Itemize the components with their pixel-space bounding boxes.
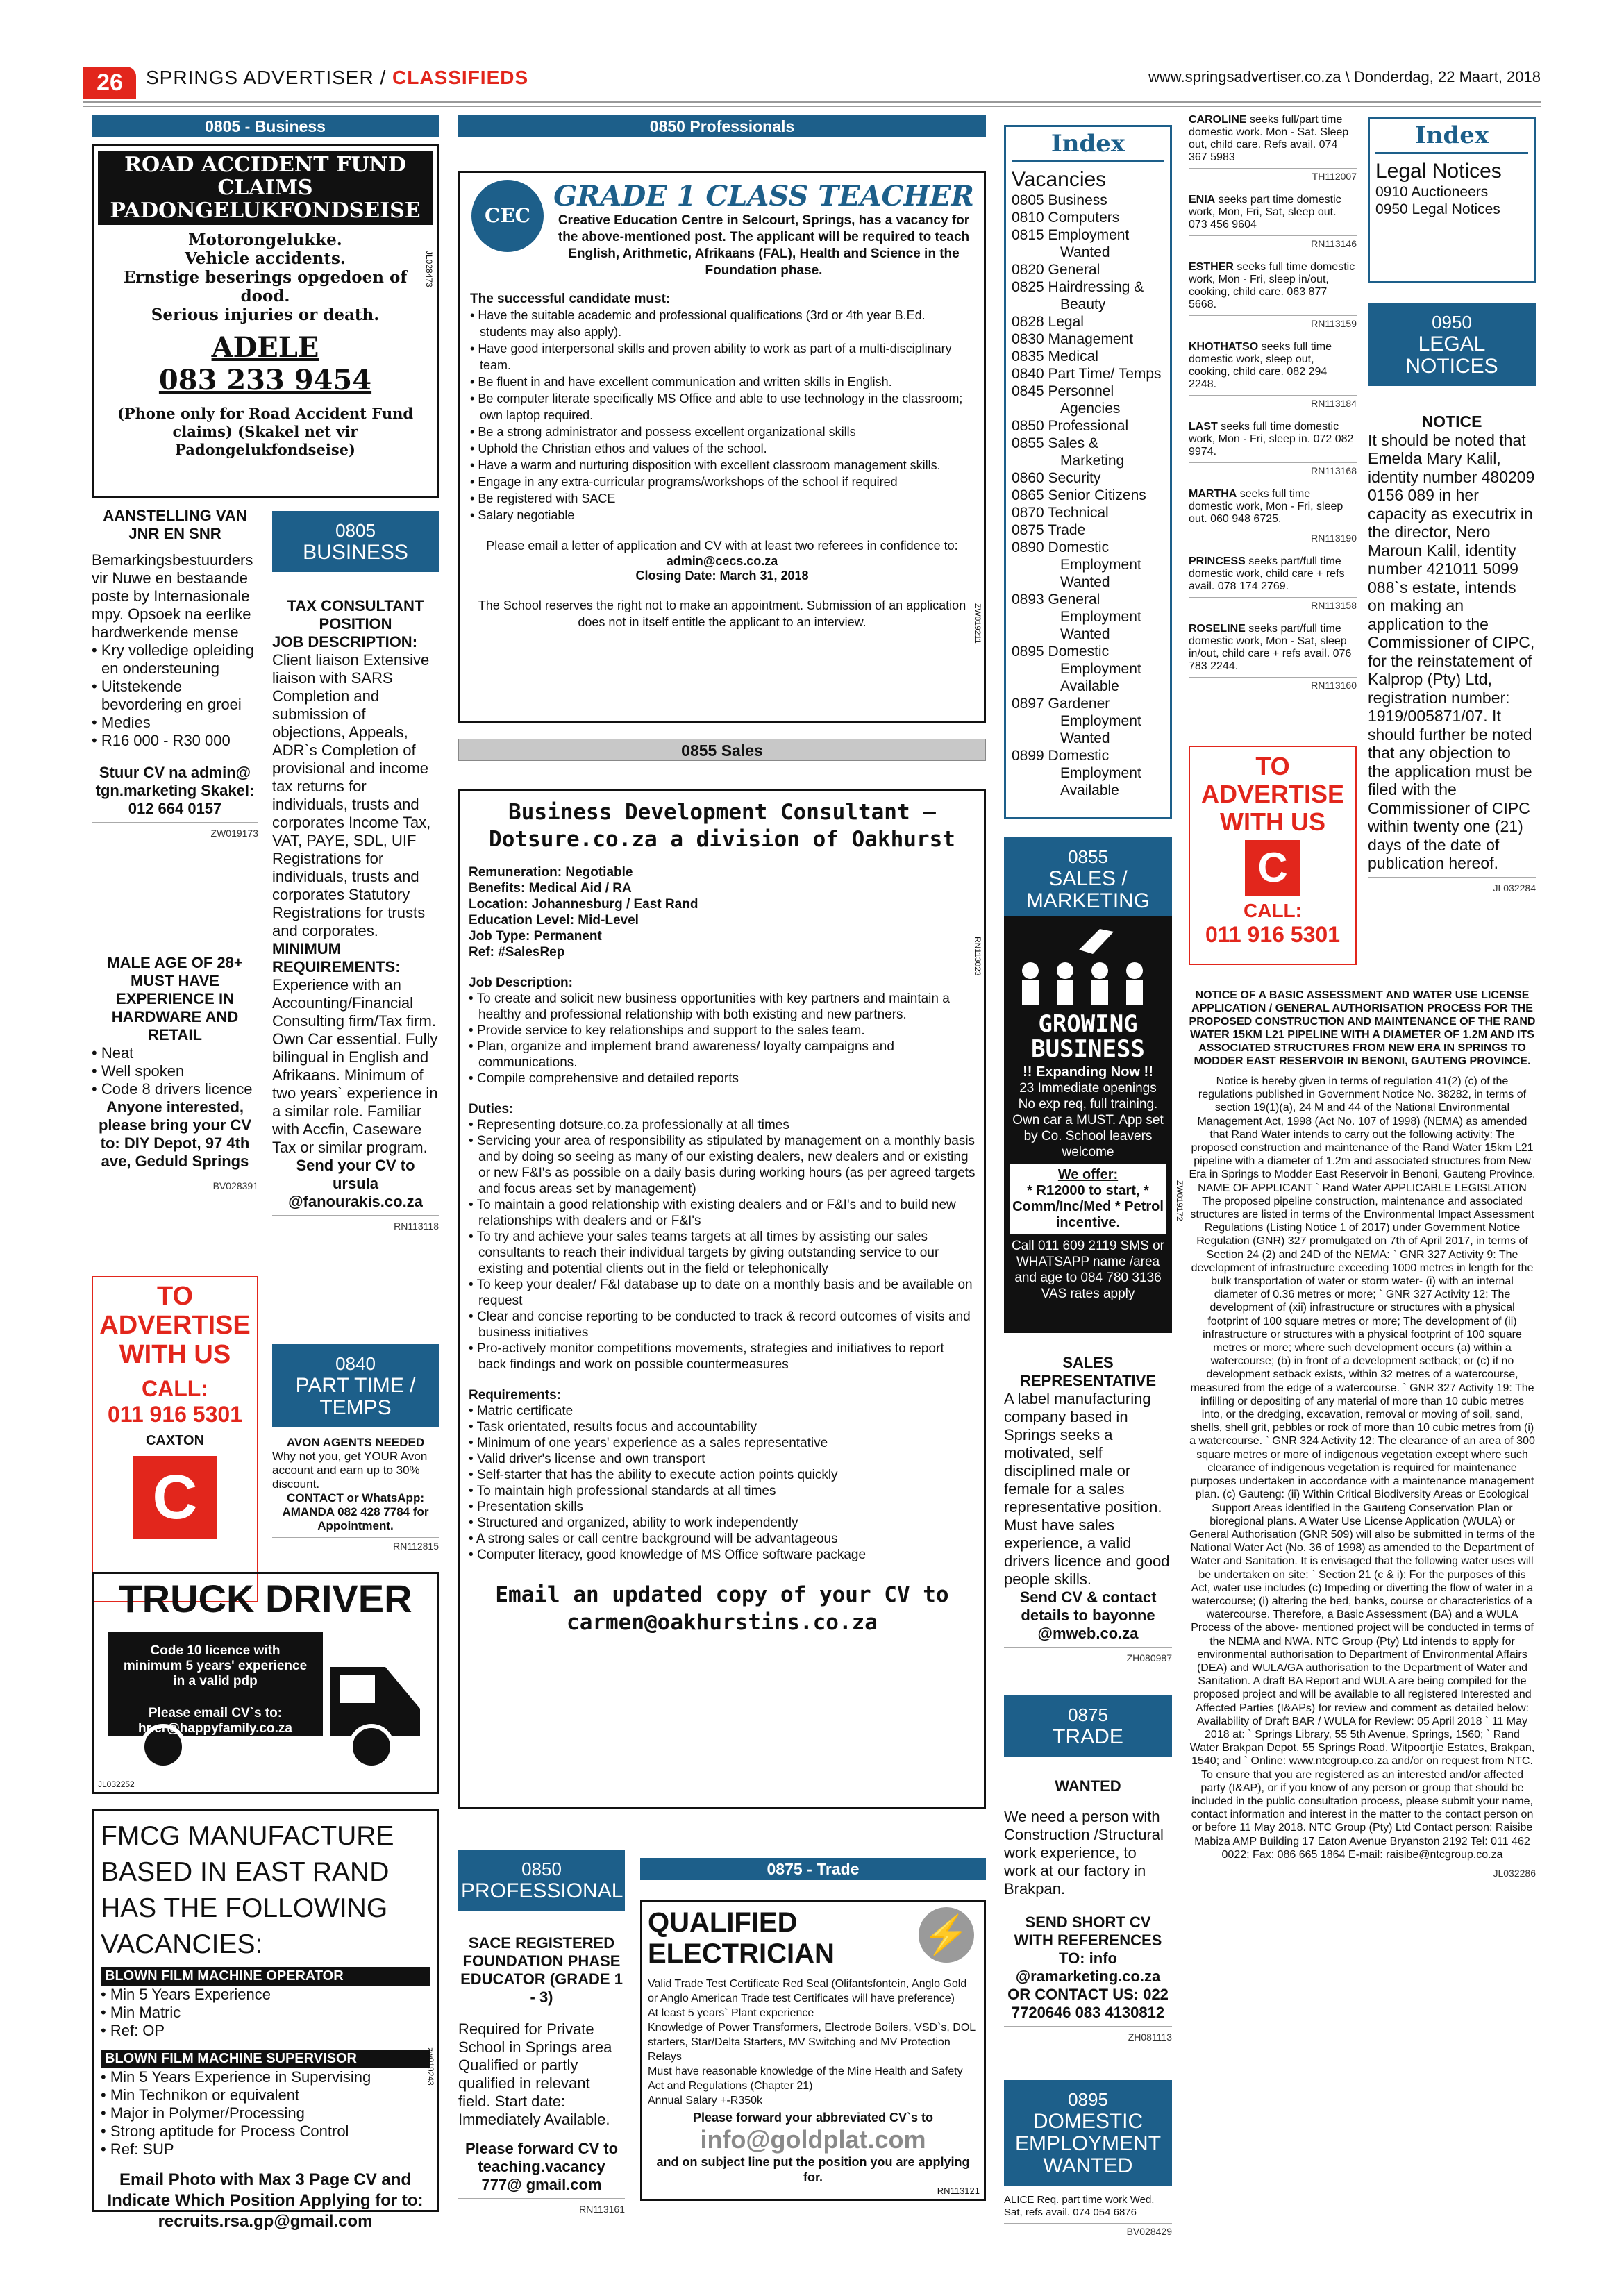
bullet: At least 5 years` Plant experience — [648, 2007, 814, 2019]
bullet: Annual Salary +-R350k — [648, 2095, 762, 2106]
bullet: • Servicing your area of responsibility as stipulated by management on a monthly basis and by doing so seeing as many of our existing dealers, new dealers and or existing or new F&I's as possible on a daily basis during working hours (as per agreed targets and focus areas set by management) — [469, 1133, 976, 1197]
ref-code: JL032252 — [98, 1779, 135, 1789]
category-0850 — [458, 1850, 625, 1911]
ad-contact: Send CV & contact details to bayonne @mweb.co.za — [1019, 1589, 1157, 1642]
listing-text: seeks part time domestic work, Mon, Fri, Sat, sleep out. 073 456 9604 — [1189, 194, 1341, 231]
bullet: • Have good interpersonal skills and proven ability to work as part of a multi-disciplinary team. — [470, 340, 974, 374]
bullet: • To try and achieve your sales teams targets at all times by assisting our sales consultants to reach their individual targets by giving outstanding service to our existing and potential clients out in the field or telephonically — [469, 1229, 976, 1277]
ad-bullets — [92, 1044, 258, 1098]
index-item: Employment — [1060, 609, 1141, 625]
tax-consultant-ad — [272, 597, 439, 1235]
bullet: • Be fluent in and have excellent communication and written skills in English. — [470, 374, 974, 390]
desc-list — [469, 991, 976, 1087]
index-item: 0845 Personnel — [1012, 383, 1114, 399]
section-bar-business: 0805 - Business — [92, 115, 439, 137]
bullet: • Matric certificate — [469, 1403, 976, 1419]
offer-heading: We offer: — [1057, 1167, 1119, 1182]
notice-body: Notice is hereby given in terms of regulation 41(2) (c) of the regulations published in Government Notice No. 38282, in terms of section 19(1)(a), 24 M and 44 of the National Environmental Management Act, 1998 (Act No. 107 of 1998) (NEMA) as amended that Rand Water intends to carry out the following activity: The proposed construction and maintenance of the Rand Water 15km L21 pipeline with a diameter of 1.2m and associated structures from New Era in Springs to Modder East Reservoir in Benoni, Gauteng Province. NAME OF APPLICANT ` Rand Water APPLICABLE LEGISLATION The proposed pipeline construction, maintenance and associated structures are listed in terms of the Environmental Impact Assessment Regulations (Listing Notice 1 of 2017) under Government Notice Regulation (GNR) 327 promulgated on 7th of April 2017, in terms of Section 24 (2) and 24D of the NEMA: ` GNR 327 Activity 9: The development of infrastructure exceeding 1000 metres in length for the bulk transportation of water or storm water- (i) with an internal diameter of 0.36 metres or more; ` GNR 327 Activity 12: The development of (xii) infrastructure or structures with a physical footprint of 100 square metres or more; The development of (ii) infrastructure or structures with a physical footprint of 100 square metres or more; where such development occurs (a) within a watercourse; (b) in front of a development setback; or (c) if no development setback exists, within 32 metres of a watercourse, measured from the edge of a watercourse. ` GNR 327 Activity 19: The infilling or depositing of any material of more than 10 cubic metres into, or the dredging, excavation, removal or moving of soil, sand, shells, shell grit, pebbles or rock of more than 10 cubic metres from (i) a watercourse. ` GNR 324 Activity 12: The clearance of an area of 300 square metres or more of indigenous vegetation except where such clearance of indigenous vegetation is required for maintenance purposes undertaken in accordance with a maintenance management plan. (c) Gauteng: (ii) Within Critical Biodiversity Areas or Ecological Support Areas identified in the Gauteng Conservation Plan or bioregional plans. A Water Use License Application (WULA) or General Authorisation (GNR 509) will also be submitted in terms of the National Water Act (No. 36 of 1998) as amended to the Department of Water and Sanitation. It is envisaged that the following water uses will be undertaken on site: ` Section 21 (c & i): For the purposes of this Act, water use includes (c) Impeding or diverting the flow of water in a watercourse; (i) altering the bed, banks, course or characteristics of a watercourse. Therefore, a Basic Assessment (BA) and a WULA Process of the above- mentioned project will be conducted in terms of the NEMA and NWA. NTC Group (Pty) Ltd intends to apply for environmental authorisation to Department of Environmental Affairs (DEA) and WULA/GA authorisation to the Department of Water and Sanitation. A draft BA Report and WULA are being compiled for the proposed project and will be available to all registered Interested and Affected Parties (I&APs) for review and comment as detailed below: Availability of Draft BAR / WULA for Review: 05 April 2018 ` 11 May 2018 at: ` Springs Library, 55 5th Avenue, Springs, 1560; ` Rand Water Brakpan Depot, 55 Springs Road, Witpoortjie Estates, Brakpan, 1540; and ` Online: www.ntcgroup.co.za and/or on request from NTC. To ensure that you are registered as an interested and/or affected party (I&AP), or if you know of any person or group that should be included in the public consultation process, please submit your name, contact information and interest in the matter to the contact person on or before 11 May 2018. NTC Group (Pty) Ltd Contact person: Raisibe Mabiza AMP Building 17 Eaton Avenue Bryanston 2192 Tel: 011 462 0022; Fax: 086 665 1864 E-mail: raisibe@ntcgroup.co.za — [1189, 1075, 1536, 1861]
subject-text: and on subject line put the position you are applying for. — [656, 2155, 970, 2184]
requirements-heading: Requirements: — [469, 1388, 562, 1402]
bullet: • Well spoken — [92, 1062, 258, 1080]
ad-contact: Please forward CV to teaching.vacancy 777@ gmail.com — [464, 2140, 619, 2193]
bullet: • Minimum of one years' experience as a sales representative — [469, 1435, 976, 1451]
notice-title: NOTICE OF A BASIC ASSESSMENT AND WATER USE LICENSE APPLICATION / GENERAL AUTHORISATION PROCESS FOR THE PROPOSED CONSTRUCTION AND MAINTENANCE OF THE RAND WATER 15KM L21 PIPELINE WITH A DIAMETER OF 1.2M AND ITS ASSOCIATED STRUCTURES FROM NEW ERA IN SPRINGS TO MODDER EAST RESERVOIR IN BENONI, GAUTENG PROVINCE. — [1189, 989, 1536, 1067]
listing-name: MARTHA — [1189, 488, 1237, 500]
bullet: • A strong sales or call centre background will be advantageous — [469, 1531, 976, 1547]
apply-email: admin@cecs.co.za — [666, 554, 778, 568]
people-group-icon — [1010, 922, 1166, 1008]
index-item: 0895 Domestic — [1012, 644, 1110, 660]
aanstelling-ad — [92, 507, 258, 842]
ad-bullets — [92, 642, 258, 750]
bullet: • Neat — [92, 1044, 258, 1062]
category-number: 0840 — [335, 1353, 376, 1374]
domestic-listing — [1189, 194, 1357, 250]
domestic-listing — [1189, 341, 1357, 410]
line: Vehicle accidents. — [185, 249, 346, 268]
expanding-text: !! Expanding Now !! — [1023, 1064, 1153, 1080]
category-0895 — [1004, 2080, 1172, 2186]
ref-code: BV028391 — [92, 1175, 258, 1195]
index-item: 0805 Business — [1012, 192, 1107, 208]
category-number: 0855 — [1068, 846, 1108, 867]
male-ad — [92, 954, 258, 1195]
index-item: 0815 Employment — [1012, 227, 1130, 243]
promo-phone: 011 916 5301 — [1205, 922, 1340, 947]
index-heading: Legal Notices — [1375, 160, 1502, 183]
index-list — [1375, 183, 1528, 218]
index-item: Agencies — [1060, 401, 1121, 417]
bullet: • Task orientated, results focus and accountability — [469, 1419, 976, 1435]
wanted-ad — [1004, 1777, 1172, 2046]
category-number: 0895 — [1068, 2089, 1108, 2110]
ad-title: SALES REPRESENTATIVE — [1020, 1354, 1156, 1389]
bullet: • Clear and concise reporting to be conducted to track & record outcomes of visits and business initiatives — [469, 1309, 976, 1341]
meta-line: Location: Johannesburg / East Rand — [469, 897, 698, 912]
index-item: 0910 Auctioneers — [1375, 184, 1489, 200]
offer-items: * R12000 to start, * Comm/Inc/Med * Petrol incentive. — [1012, 1183, 1164, 1230]
bullet: • Uphold the Christian ethos and values of the school. — [470, 440, 974, 457]
road-accident-title: ROAD ACCIDENT FUND CLAIMS PADONGELUKFONDSEISE — [98, 151, 433, 225]
alice-ad — [1004, 2194, 1172, 2238]
desc-body: Client liaison Extensive liaison with SARS Completion and submission of objections, Appeals, ADR`s Completion of provisional and income tax returns for individuals, trusts and corporates Income Tax, VAT, PAYE, SDL, UIF Registrations for individuals, trusts and corporates Statutory Registrations for trusts and corporates. — [272, 651, 431, 939]
bullet: • To maintain a good relationship with existing dealers and or F&I's and to build new relationships with dealers and or F&I's — [469, 1197, 976, 1229]
ad-body: Bemarkingsbestuurders vir Nuwe en bestaande poste by Internasionale mpy. Opsoek na eerlike hardwerkende mense — [92, 551, 253, 641]
ref-code: JL032284 — [1368, 877, 1536, 898]
listing-name: PRINCESS — [1189, 555, 1246, 567]
caxton-logo-icon: C — [1245, 840, 1300, 896]
fmcg-ad — [92, 1809, 439, 2231]
bullet: • Structured and organized, ability to work independently — [469, 1515, 976, 1531]
requirements-list — [470, 307, 974, 523]
ad-contact: Call 011 609 2119 SMS or WHATSAPP name /area and age to 084 780 3136 VAS rates apply — [1011, 1239, 1165, 1301]
bullet: • Min Matric — [101, 2004, 430, 2022]
category-name: DOMESTIC EMPLOYMENT WANTED — [1014, 2110, 1162, 2177]
bullet: • Engage in any extra-curricular programs/workshops of the school if required — [470, 474, 974, 490]
bullet: • Min Technikon or equivalent — [101, 2086, 430, 2104]
advertise-promo-right — [1189, 746, 1357, 965]
masthead — [146, 67, 528, 89]
ad-title: AVON AGENTS NEEDED — [286, 1436, 425, 1449]
grade1-teacher-ad — [458, 171, 986, 723]
index-item: 0835 Medical — [1012, 349, 1098, 364]
section-bar-professionals: 0850 Professionals — [458, 115, 986, 137]
truck-driver-ad — [92, 1572, 439, 1794]
caxton-brand: CAXTON — [145, 1433, 205, 1448]
position-2-list — [101, 2068, 430, 2159]
index-item: 0855 Sales & — [1012, 435, 1098, 451]
contact-phone: 083 233 9454 — [158, 364, 372, 396]
bullet: • Ref: SUP — [101, 2140, 430, 2159]
ad-contact: SEND SHORT CV WITH REFERENCES TO: info @ramarketing.co.za OR CONTACT US: 022 7720646 083 4130812 — [1007, 1913, 1169, 2021]
truck-requirements: Code 10 licence with minimum 5 years' experience in a valid pdp — [123, 1643, 308, 1689]
domestic-listing — [1189, 488, 1357, 544]
ref-code: BV028429 — [1004, 2223, 1172, 2238]
category-number: 0850 — [521, 1859, 562, 1879]
ad-body: Why not you, get YOUR Avon account and earn up to 30% discount. — [272, 1450, 428, 1491]
domestic-listing — [1189, 623, 1357, 692]
bullet: • Plan, organize and implement brand awareness/ loyalty campaigns and communications. — [469, 1039, 976, 1071]
index-item: 0820 General — [1012, 262, 1100, 278]
desc-heading: Job Description: — [469, 975, 573, 990]
ref-code: ZW019172 — [1175, 1180, 1184, 1221]
index-item: Available — [1060, 678, 1119, 694]
index-item: 0897 Gardener — [1012, 696, 1110, 712]
ref-code: RN113158 — [1189, 597, 1357, 612]
bullet: • Valid driver's license and own transport — [469, 1451, 976, 1467]
reserve-text: The School reserves the right not to make an appointment. Submission of an application does not in itself entitle the applicant to an interview. — [478, 598, 966, 629]
index-item: Wanted — [1060, 244, 1110, 260]
bullet: • R16 000 - R30 000 — [92, 732, 258, 750]
position-1-list — [101, 1986, 430, 2040]
bullet: • To keep your dealer/ F&I database up to date on a monthly basis and be available on request — [469, 1277, 976, 1309]
index-item: Employment — [1060, 765, 1141, 781]
index-heading: Vacancies — [1012, 168, 1107, 191]
ref-code: ZH081113 — [1004, 2026, 1172, 2046]
listing-name: ROSELINE — [1189, 623, 1246, 635]
ref-code: RN113159 — [1189, 315, 1357, 330]
domestic-listing — [1189, 114, 1357, 183]
ad-title: GROWING BUSINESS — [1031, 1010, 1145, 1063]
bullet: • Kry volledige opleiding en ondersteuning — [92, 642, 258, 678]
ad-title: AANSTELLING VAN JNR EN SNR — [103, 507, 247, 542]
kalil-notice — [1368, 412, 1536, 897]
closing-date: Closing Date: March 31, 2018 — [635, 569, 809, 583]
requirements-list — [469, 1403, 976, 1563]
index-item: Marketing — [1060, 453, 1125, 469]
index-item: 0899 Domestic — [1012, 748, 1110, 764]
sales-rep-ad — [1004, 1354, 1172, 1667]
truck-contact: Please email CV`s to: hr.er@happyfamily.co.za — [138, 1706, 292, 1736]
ref-code: RN113184 — [1189, 395, 1357, 410]
category-name: PART TIME / TEMPS — [295, 1374, 416, 1419]
category-number: 0805 — [335, 520, 376, 541]
road-accident-footer: (Phone only for Road Accident Fund claims) (Skakel net vir Padongelukfondseise) — [117, 405, 414, 458]
index-item: Available — [1060, 782, 1119, 798]
section-bar-sales: 0855 Sales — [458, 739, 986, 761]
meta-line: Ref: #SalesRep — [469, 945, 565, 960]
domestic-listing — [1189, 555, 1357, 612]
ref-code: ZH080987 — [1004, 1647, 1172, 1667]
legal-index — [1368, 117, 1536, 283]
ad-contact: Stuur CV na admin@ tgn.marketing Skakel: 012 664 0157 — [95, 764, 255, 817]
index-item: 0830 Management — [1012, 331, 1134, 347]
bullet: Valid Trade Test Certificate Red Seal (Olifantsfontein, Anglo Gold or Anglo American Trade test Certificates will have preference) — [648, 1978, 967, 2004]
ref-code: RN112815 — [272, 1537, 439, 1553]
listing-text: seeks full time domestic work, sleep out, cooking, child care. 082 294 2248. — [1189, 341, 1332, 390]
bullet: Must have reasonable knowledge of the Mine Health and Safety Act and Regulations (Chapter 21) — [648, 2065, 963, 2092]
bullet: • Major in Polymer/Processing — [101, 2104, 430, 2122]
ad-title: QUALIFIED ELECTRICIAN — [648, 1907, 835, 1969]
advertise-promo-left — [92, 1276, 258, 1602]
ref-code: JL028473 — [424, 251, 434, 287]
meta-line: Remuneration: Negotiable — [469, 865, 633, 880]
bullet: • Presentation skills — [469, 1499, 976, 1515]
meta-line: Education Level: Mid-Level — [469, 913, 639, 928]
ad-title: SACE REGISTERED FOUNDATION PHASE EDUCATOR (GRADE 1 - 3) — [460, 1934, 623, 2006]
offer-box — [1010, 1164, 1166, 1234]
bullet: • Computer literacy, good knowledge of MS Office software package — [469, 1547, 976, 1563]
bullet: • Ref: OP — [101, 2022, 430, 2040]
domestic-listing — [1189, 421, 1357, 477]
ref-code: ZW019211 — [973, 603, 982, 644]
ref-code: RN113190 — [1189, 530, 1357, 544]
listing-text: seeks part/full time domestic work, child care + refs avail. 078 174 2769. — [1189, 555, 1345, 592]
position-2: BLOWN FILM MACHINE SUPERVISOR — [101, 2050, 430, 2068]
forward-text: Please forward your abbreviated CV`s to — [692, 2111, 934, 2125]
avon-ad — [272, 1436, 439, 1553]
bullet: • Uitstekende bevordering en groei — [92, 678, 258, 714]
bullet: • To create and solicit new business opportunities with key partners and maintain a healthy and professional relationship with both existing and new partners. — [469, 991, 976, 1023]
category-0840 — [272, 1344, 439, 1427]
ref-code: RN113160 — [1189, 677, 1357, 692]
listing-name: CAROLINE — [1189, 114, 1247, 126]
bullet: • Salary negotiable — [470, 507, 974, 523]
listing-text: seeks part/full time domestic work, Mon - Sat, sleep in/out, child care + refs avail. 076 783 2244. — [1189, 623, 1352, 672]
notice-title: NOTICE — [1421, 412, 1482, 430]
index-item: 0840 Part Time/ Temps — [1012, 366, 1162, 382]
notice-body: It should be noted that Emelda Mary Kalil, identity number 480209 0156 089 in her capacity as executrix in the director, Nero Maroun Kalil, identity number 421011 5099 088`s estate, intends on making an application to the Commissioner of CIPC, for the reinstatement of Kalprop (Pty) Ltd, registration number: 1919/005871/07. It should further be noted that any objection to the application must be filed with the Commissioner of CIPC within twenty one (21) days of the date of publication hereof. — [1368, 430, 1535, 872]
promo-phone: 011 916 5301 — [108, 1402, 242, 1427]
ad-title: WANTED — [1055, 1777, 1121, 1795]
requirements-list — [648, 1977, 978, 2108]
category-name: PROFESSIONAL — [461, 1879, 623, 1902]
index-item: Employment — [1060, 713, 1141, 729]
section-bar-trade: 0875 - Trade — [640, 1858, 986, 1880]
page-number: 26 — [83, 67, 136, 99]
bullet: • Be registered with SACE — [470, 490, 974, 507]
section-name: CLASSIFIEDS — [392, 67, 529, 88]
ad-contact: CONTACT or WhatsApp: AMANDA 082 428 7784 for Appointment. — [282, 1491, 429, 1532]
job-meta — [469, 864, 976, 960]
position-1: BLOWN FILM MACHINE OPERATOR — [101, 1967, 430, 1986]
caxton-logo-icon: C — [133, 1456, 217, 1539]
ref-code: ZW019173 — [92, 822, 258, 842]
promo-call: CALL: — [142, 1376, 208, 1401]
index-item: 0870 Technical — [1012, 505, 1109, 521]
vacancies-index — [1004, 125, 1172, 819]
promo-headline: TO ADVERTISE WITH US — [99, 1282, 251, 1369]
road-accident-lines — [98, 231, 433, 324]
index-item: 0810 Computers — [1012, 210, 1120, 226]
line: Motorongelukke. — [188, 231, 342, 249]
category-0805 — [272, 511, 439, 572]
category-number: 0950 — [1432, 312, 1472, 333]
ad-body: ALICE Req. part time work Wed, Sat, refs avail. 074 054 6876 — [1004, 2194, 1155, 2218]
contact-name: ADELE — [211, 331, 319, 364]
electrician-ad — [640, 1900, 986, 2201]
req-body: Experience with an Accounting/Financial Consulting firm/Tax firm. Own Car essential. Fully bilingual in English and Afrikaans. Minimum of two years` experience in a similar role. Familiar with Accfin, Caseware Tax or similar program. — [272, 976, 438, 1156]
index-item: 0828 Legal — [1012, 314, 1084, 330]
bullet: • Be computer literate specifically MS Office and able to use technology in the classroom; own laptop required. — [470, 390, 974, 424]
category-name: LEGAL NOTICES — [1405, 333, 1498, 378]
paper-name: SPRINGS ADVERTISER / — [146, 67, 387, 88]
listing-text: seeks full/part time domestic work. Mon - Sat. Sleep out, child care. Refs avail. 074 367 5983 — [1189, 114, 1349, 163]
index-item: 0875 Trade — [1012, 522, 1086, 538]
index-item: 0825 Hairdressing & — [1012, 279, 1144, 295]
bullet: • Min 5 Years Experience in Supervising — [101, 2068, 430, 2086]
bullet: • Strong aptitude for Process Control — [101, 2122, 430, 2140]
desc-heading: JOB DESCRIPTION: — [272, 633, 418, 651]
ref-code: RN113146 — [1189, 235, 1357, 250]
index-item: Wanted — [1060, 626, 1110, 642]
ad-title: Business Development Consultant – Dotsure.co.za a division of Oakhurst — [489, 800, 955, 852]
index-item: Wanted — [1060, 574, 1110, 590]
apply-text: Please email a letter of application and CV with at least two referees in confidence to: — [486, 539, 958, 553]
lightning-icon: ⚡ — [919, 1907, 974, 1963]
ad-lines: 23 Immediate openings No exp req, full training. Own car a MUST. App set by Co. School leavers welcome — [1012, 1081, 1164, 1159]
domestic-listing — [1189, 261, 1357, 330]
ref-code: RN113023 — [973, 937, 982, 976]
bullet: • To maintain high professional standards at all times — [469, 1483, 976, 1499]
bullet: • Compile comprehensive and detailed reports — [469, 1071, 976, 1087]
meta-line: Job Type: Permanent — [469, 929, 602, 944]
header-meta: www.springsadvertiser.co.za \ Donderdag, 22 Maart, 2018 — [1148, 68, 1541, 85]
ad-title: GRADE 1 CLASS TEACHER — [553, 180, 974, 212]
listing-text: seeks full time domestic work, Mon - Fri, sleep in/out, cooking, child care. 063 877 5668. — [1189, 261, 1355, 310]
ad-title: TRUCK DRIVER — [118, 1577, 412, 1620]
index-item: 0860 Security — [1012, 470, 1101, 486]
index-item: 0865 Senior Citizens — [1012, 487, 1146, 503]
index-title: Index — [1012, 127, 1164, 162]
category-0875 — [1004, 1695, 1172, 1757]
line: Serious injuries or death. — [151, 305, 380, 324]
ad-body: We need a person with Construction /Structural work experience, to work at our factory in Brakpan. — [1004, 1808, 1164, 1897]
ref-code: JL032286 — [1189, 1866, 1536, 1879]
apply-email: info@goldplat.com — [700, 2125, 926, 2154]
bullet: • Representing dotsure.co.za professionally at all times — [469, 1117, 976, 1133]
ad-footer: Email Photo with Max 3 Page CV and Indicate Which Position Applying for to: recruits.rsa.gp@gmail.com — [107, 2170, 424, 2231]
line: Ernstige beserings opgedoen of dood. — [123, 268, 408, 305]
listing-name: ESTHER — [1189, 261, 1234, 273]
bullet: • Provide service to key relationships and support to the sales team. — [469, 1023, 976, 1039]
growing-business-ad — [1004, 916, 1184, 1333]
ref-code: RN113121 — [937, 2186, 980, 2196]
ref-code: RN113161 — [458, 2198, 625, 2218]
listing-name: LAST — [1189, 421, 1218, 433]
ref-code: zw019243 — [426, 2047, 435, 2086]
bullet: • Min 5 Years Experience — [101, 1986, 430, 2004]
bullet: • Medies — [92, 714, 258, 732]
must-heading: The successful candidate must: — [470, 292, 671, 306]
bullet: • Have the suitable academic and professional qualifications (3rd or 4th year B.Ed. students may also apply). — [470, 307, 974, 340]
listing-text: seeks full time domestic work, Mon - Fri, sleep in. 072 082 9974. — [1189, 421, 1354, 458]
index-item: Employment — [1060, 557, 1141, 573]
ad-body: Required for Private School in Springs area Qualified or partly qualified in relevant field. Start date: Immediately Available. — [458, 2020, 612, 2128]
ad-intro: Creative Education Centre in Selcourt, Springs, has a vacancy for the above-mentioned post. The applicant will be required to teach English, Arithmetic, Afrikaans (FAL), Health and Science in the Foundation phase. — [558, 213, 970, 278]
index-list — [1012, 192, 1164, 799]
duties-heading: Duties: — [469, 1102, 514, 1116]
listing-text: seeks full time domestic work, Mon - Fri, sleep out. 060 948 6725. — [1189, 488, 1343, 525]
ref-code: RN113118 — [272, 1215, 439, 1235]
domestic-listings — [1189, 114, 1357, 703]
ad-contact: Anyone interested, please bring your CV to: DIY Depot, 97 4th ave, Geduld Springs — [98, 1098, 252, 1170]
ad-footer: Email an updated copy of your CV to carmen@oakhurstins.co.za — [495, 1582, 949, 1635]
bdc-ad — [458, 789, 986, 1809]
ad-contact: Send your CV to ursula @fanourakis.co.za — [288, 1157, 423, 1210]
duties-list — [469, 1117, 976, 1373]
category-name: BUSINESS — [303, 541, 408, 564]
ad-title: MALE AGE OF 28+ MUST HAVE EXPERIENCE IN HARDWARE AND RETAIL — [107, 954, 243, 1044]
index-item: 0893 General — [1012, 592, 1100, 607]
category-0855 — [1004, 837, 1172, 921]
index-item: 0950 Legal Notices — [1375, 201, 1500, 217]
category-number: 0875 — [1068, 1704, 1108, 1725]
index-item: 0890 Domestic — [1012, 539, 1110, 555]
bullet: • Have a warm and nurturing disposition with excellent classroom management skills. — [470, 457, 974, 474]
listing-name: KHOTHATSO — [1189, 341, 1259, 353]
index-item: Employment — [1060, 661, 1141, 677]
cec-logo-icon: CEC — [471, 180, 544, 252]
req-heading: MINIMUM REQUIREMENTS: — [272, 940, 401, 975]
basic-assessment-notice — [1189, 989, 1536, 1879]
ad-title: TAX CONSULTANT POSITION — [287, 597, 424, 632]
promo-call: CALL: — [1244, 900, 1302, 921]
listing-name: ENIA — [1189, 194, 1216, 206]
meta-line: Benefits: Medical Aid / RA — [469, 881, 632, 896]
index-item: Beauty — [1060, 296, 1106, 312]
sace-educator-ad — [458, 1934, 625, 2218]
category-name: TRADE — [1053, 1725, 1123, 1748]
promo-headline: TO ADVERTISE WITH US — [1200, 752, 1345, 836]
bullet: • Be a strong administrator and possess excellent organizational skills — [470, 424, 974, 440]
index-item: Wanted — [1060, 730, 1110, 746]
bullet: • Pro-actively monitor competitions movements, strategies and initiatives to report back findings and work on possible countermeasures — [469, 1341, 976, 1373]
category-name: SALES / MARKETING — [1026, 867, 1150, 912]
bullet: Knowledge of Power Transformers, Electrode Boilers, VSD`s, DOL starters, Star/Delta Starters, MV Switching and MV Protection Relays — [648, 2022, 976, 2063]
road-accident-ad — [92, 144, 439, 498]
ad-title: FMCG MANUFACTURE BASED IN EAST RAND HAS THE FOLLOWING VACANCIES: — [101, 1821, 394, 1959]
bullet: • Self-starter that has the ability to execute action points quickly — [469, 1467, 976, 1483]
index-title: Index — [1375, 119, 1528, 154]
ref-code: TH112007 — [1189, 168, 1357, 183]
bullet: • Code 8 drivers licence — [92, 1080, 258, 1098]
index-item: 0850 Professional — [1012, 418, 1129, 434]
ref-code: RN113168 — [1189, 462, 1357, 477]
header-rule — [83, 101, 1541, 107]
category-0950 — [1368, 303, 1536, 386]
ad-body: A label manufacturing company based in Springs seeks a motivated, self disciplined male or female for a sales representative position. Must have sales experience, a valid drivers licence and good people skills. — [1004, 1390, 1170, 1588]
